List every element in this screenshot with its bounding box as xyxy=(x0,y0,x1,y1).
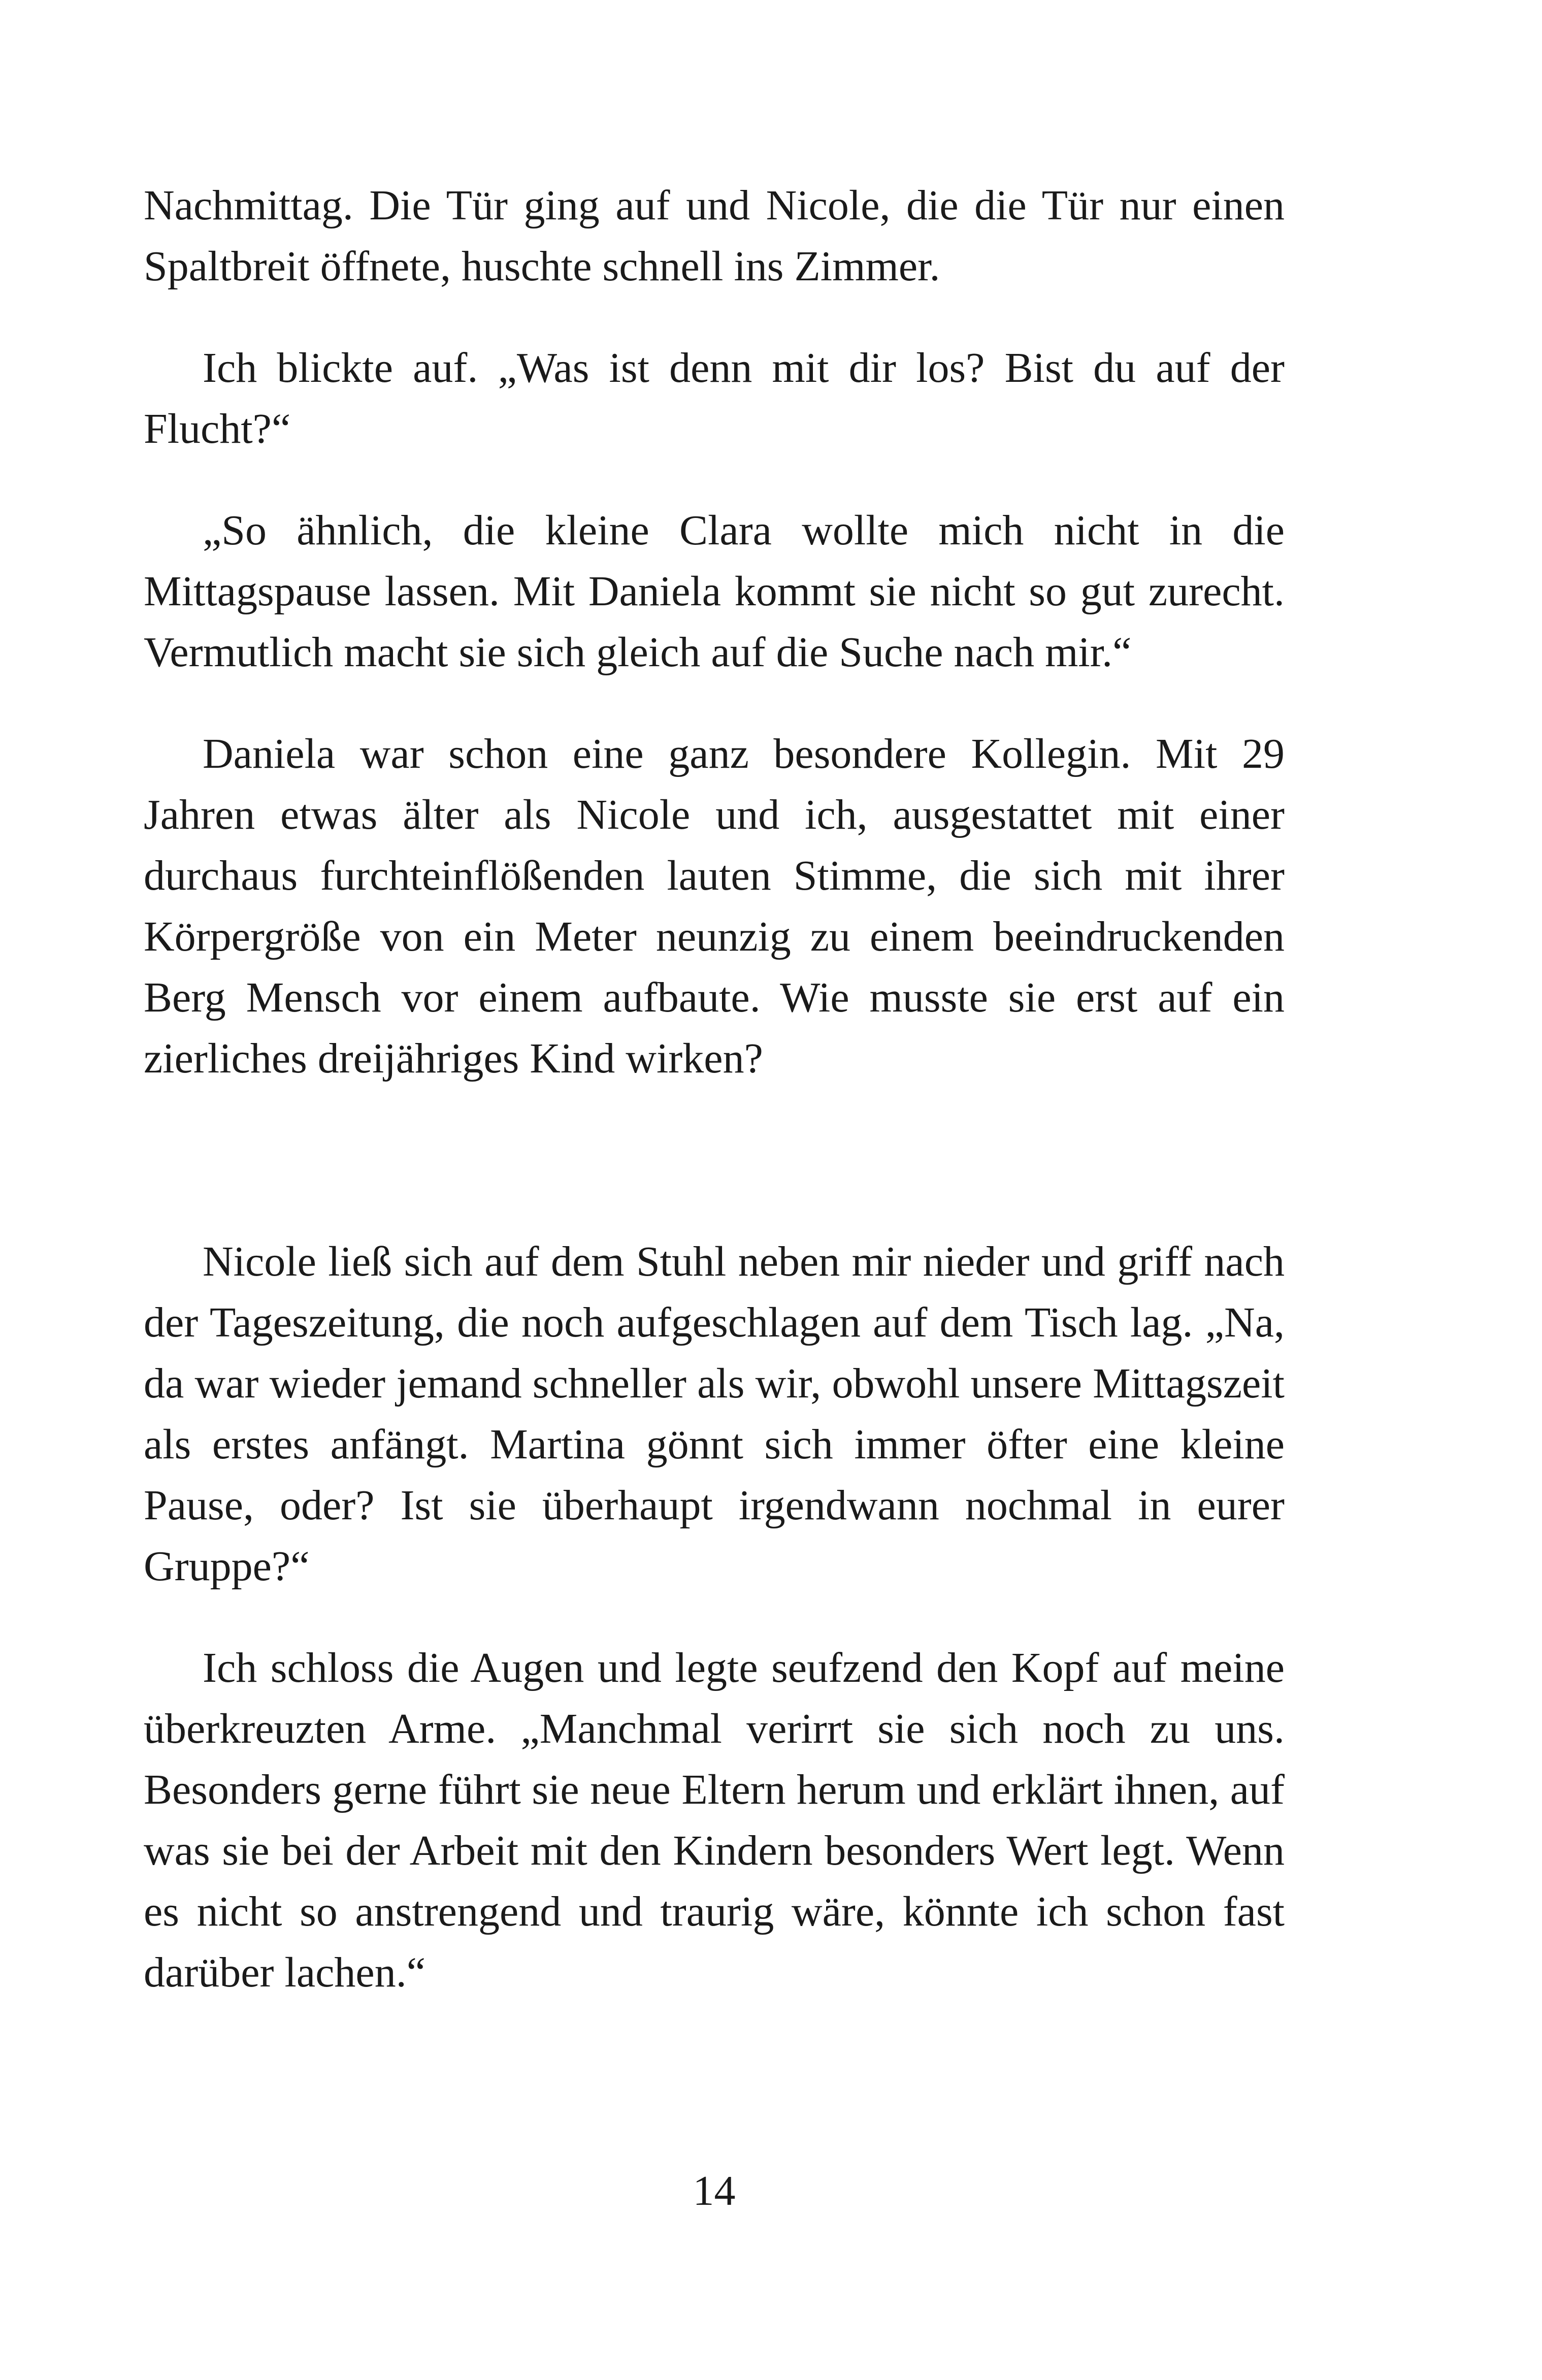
paragraph-6: Ich schloss die Augen und legte seufzend den Kopf auf meine überkreuzten Arme. „Manchmal verirrt sie sich noch zu uns. Besonders gerne führt sie neue Eltern herum und erklärt ihnen, auf was sie bei der Arbeit mit den Kindern besonders Wert legt. Wenn es nicht so anstrengend und traurig wäre, könnte ich schon fast darüber lachen.“ xyxy=(144,1644,1285,1996)
paragraph-1: Nachmittag. Die Tür ging auf und Nicole, die die Tür nur einen Spaltbreit öffnete, huschte schnell ins Zimmer. xyxy=(144,182,1285,290)
paragraph-3: „So ähnlich, die kleine Clara wollte mich nicht in die Mittagspause lassen. Mit Daniela kommt sie nicht so gut zurecht. Vermutlich macht sie sich gleich auf die Suche nach mir.“ xyxy=(144,507,1285,676)
paragraph-5: Nicole ließ sich auf dem Stuhl neben mir nieder und griff nach der Tageszeitung, die noch aufgeschlagen auf dem Tisch lag. „Na, da war wieder jemand schneller als wir, obwohl unsere Mittagszeit als erstes anfängt. Martina gönnt sich immer öfter eine kleine Pause, oder? Ist sie überhaupt irgendwann nochmal in eurer Gruppe?“ xyxy=(144,1238,1285,1590)
paragraph-2: Ich blickte auf. „Was ist denn mit dir los? Bist du auf der Flucht?“ xyxy=(144,344,1285,452)
page-number: 14 xyxy=(693,2167,736,2214)
body-text xyxy=(144,175,1285,2003)
paragraph-4: Daniela war schon eine ganz besondere Kollegin. Mit 29 Jahren etwas älter als Nicole und ich, ausgestattet mit einer durchaus furchteinflößenden lauten Stimme, die sich mit ihrer Körpergröße von ein Meter neunzig zu einem beeindruckenden Berg Mensch vor einem aufbaute. Wie musste sie erst auf ein zierliches dreijähriges Kind wirken? xyxy=(144,730,1285,1082)
